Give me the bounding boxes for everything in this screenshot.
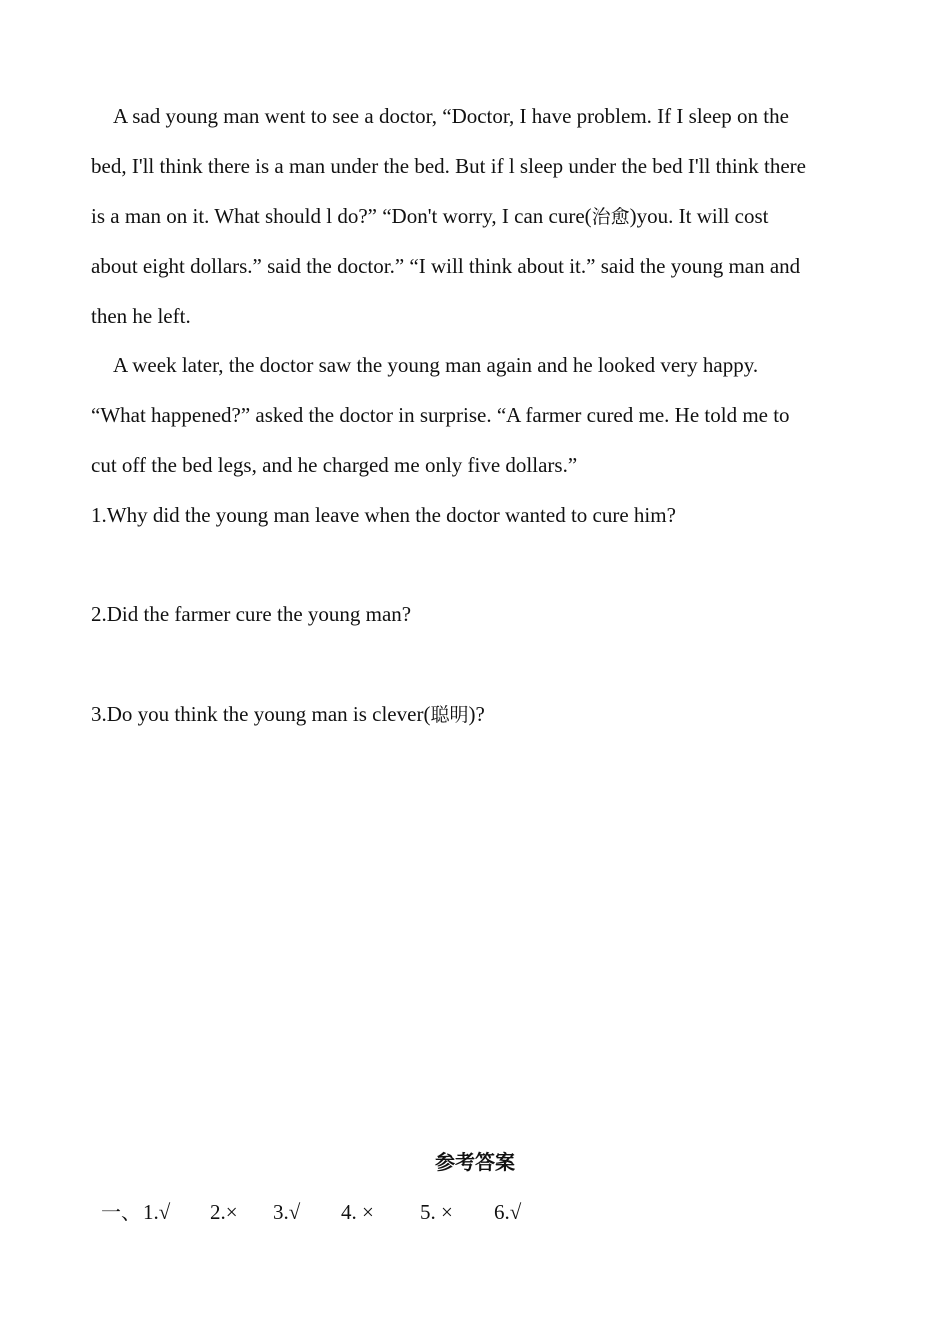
- question-text: 3.Do you think the young man is clever(: [91, 702, 431, 726]
- question-text: )?: [468, 702, 485, 726]
- answer-item: 1.√: [143, 1200, 171, 1224]
- answer-item: 3.√: [273, 1200, 301, 1224]
- answer-section-prefix: 一、: [101, 1200, 141, 1224]
- chinese-gloss: 聪明: [430, 704, 469, 726]
- answer-item: 6.√: [494, 1200, 522, 1224]
- answer-row: [101, 1198, 521, 1226]
- passage-line: cut off the bed legs, and he charged me only five dollars.”: [91, 453, 578, 477]
- passage-line: about eight dollars.” said the doctor.” “I will think about it.” said the young man and: [91, 254, 801, 278]
- passage-line: A sad young man went to see a doctor, “Doctor, I have problem. If I sleep on the: [113, 104, 789, 128]
- question-2: 2.Did the farmer cure the young man?: [91, 602, 412, 626]
- chinese-gloss: 治愈: [591, 206, 630, 228]
- passage-text: is a man on it. What should l do?” “Don't worry, I can cure(: [91, 204, 592, 228]
- passage-line: then he left.: [91, 304, 191, 328]
- passage-line: A week later, the doctor saw the young man again and he looked very happy.: [113, 353, 759, 377]
- passage-line: “What happened?” asked the doctor in surprise. “A farmer cured me. He told me to: [91, 403, 790, 427]
- passage-line: bed, I'll think there is a man under the bed. But if l sleep under the bed I'll think there: [91, 154, 806, 178]
- answer-key-title: 参考答案: [435, 1150, 515, 1174]
- question-1: 1.Why did the young man leave when the doctor wanted to cure him?: [91, 503, 676, 527]
- question-3: [91, 701, 485, 728]
- answer-item: 4. ×: [341, 1200, 374, 1224]
- passage-text: )you. It will cost: [629, 204, 769, 228]
- passage-line: [91, 203, 768, 230]
- answer-item: 5. ×: [420, 1200, 453, 1224]
- answer-item: 2.×: [210, 1200, 238, 1224]
